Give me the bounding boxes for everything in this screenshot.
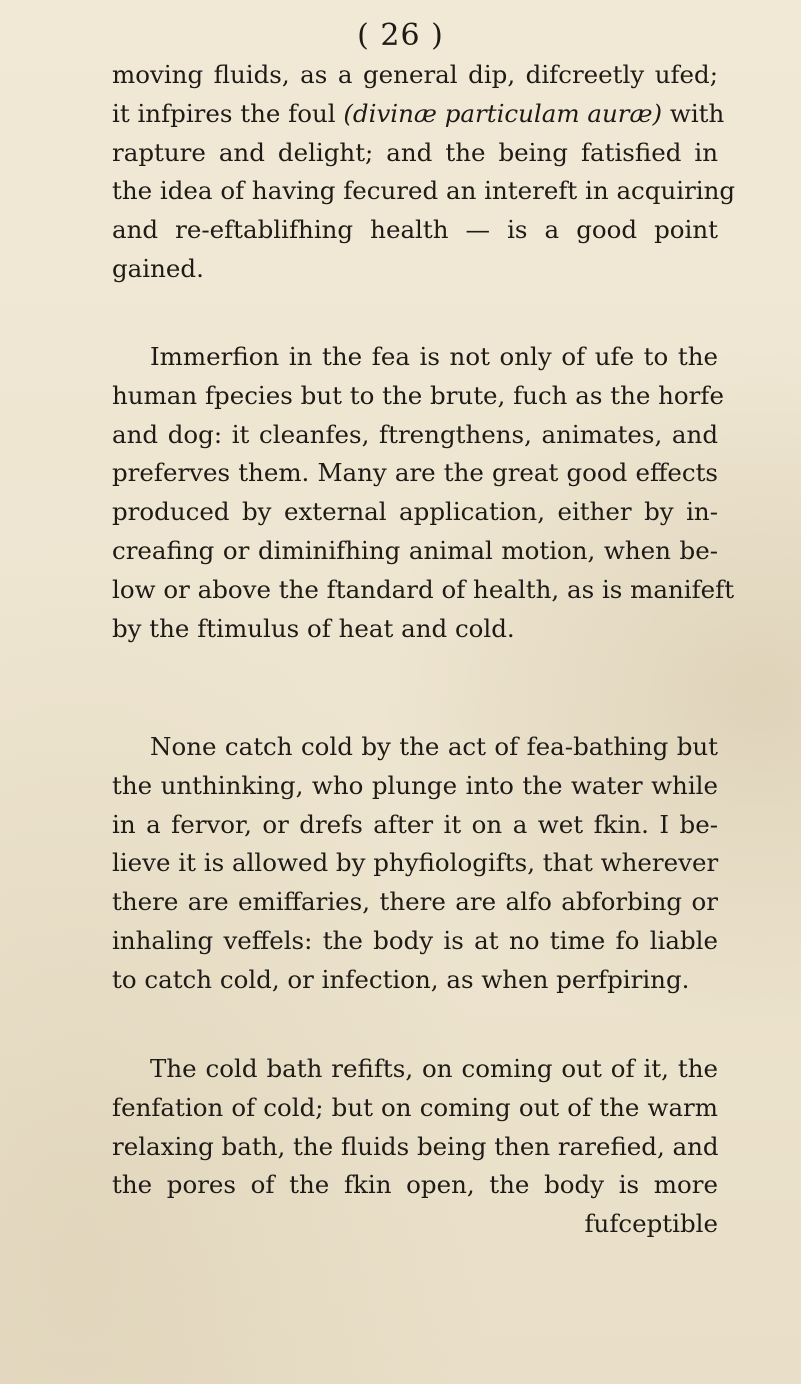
- page-number: ( 26 ): [357, 18, 444, 53]
- text-line: the pores of the fkin open, the body is more: [112, 1170, 718, 1200]
- text-line: and dog: it cleanfes, ftrengthens, animates, and: [112, 419, 718, 449]
- text-line-with-latin-phrase: it infpires the foul (divinæ particulam auræ) with: [112, 98, 725, 128]
- text-line: human fpecies but to the brute, fuch as the horfe: [112, 380, 724, 410]
- text-line: the unthinking, who plunge into the water while: [112, 770, 718, 800]
- text-line: Immerfion in the fea is not only of ufe to the: [150, 342, 718, 371]
- text-line: preferves them. Many are the great good effects: [112, 458, 718, 488]
- latin-phrase: (divinæ particulam auræ): [343, 98, 663, 128]
- text-line: there are emiffaries, there are alfo abforbing or: [112, 887, 718, 917]
- text-line: by the ftimulus of heat and cold.: [112, 613, 515, 643]
- text-line: creafing or diminifhing animal motion, when be-: [112, 535, 718, 565]
- text-line: The cold bath refifts, on coming out of it, the: [150, 1054, 718, 1083]
- paragraph-2: [112, 338, 735, 648]
- paragraph-4: [112, 1050, 718, 1244]
- text-line: inhaling veffels: the body is at no time fo liable: [112, 925, 718, 955]
- text-line: None catch cold by the act of fea-bathing but: [150, 732, 718, 761]
- text-line: moving fluids, as a general dip, difcreetly ufed;: [112, 60, 718, 89]
- text-line: in a fervor, or drefs after it on a wet fkin. I be-: [112, 809, 718, 839]
- text-line: to catch cold, or infection, as when perfpiring.: [112, 964, 690, 994]
- text-line: the idea of having fecured an intereft in acquiring: [112, 176, 736, 206]
- catchword: fufceptible: [584, 1209, 718, 1239]
- paragraph-3: [112, 728, 718, 1000]
- text-line: and re-eftablifhing health — is a good point: [112, 215, 718, 245]
- text-line: gained.: [112, 253, 204, 283]
- paragraph-1: [112, 56, 736, 289]
- text-line: produced by external application, either by in-: [112, 497, 718, 527]
- text-line: relaxing bath, the fluids being then rarefied, and: [112, 1131, 719, 1161]
- text-line: low or above the ftandard of health, as is manifeft: [112, 574, 735, 604]
- text-line: rapture and delight; and the being fatisfied in: [112, 137, 718, 167]
- text-line: lieve it is allowed by phyfiologifts, that wherever: [112, 848, 719, 878]
- text-line: fenfation of cold; but on coming out of the warm: [112, 1092, 718, 1122]
